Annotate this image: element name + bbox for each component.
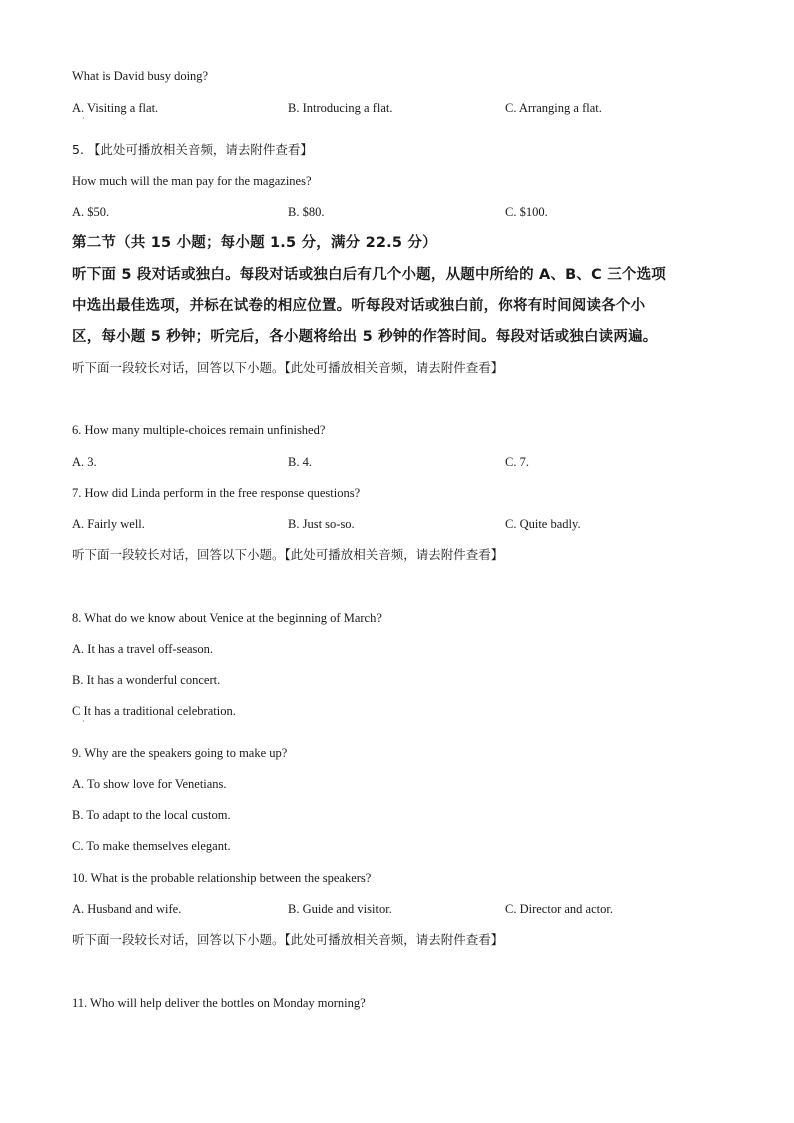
dialog-1-audio-note: 听下面一段较长对话，回答以下小题。【此处可播放相关音频，请去附件查看】 bbox=[72, 360, 504, 375]
option-dot-mark: · bbox=[82, 114, 85, 123]
question-7-option-b: B. Just so-so. bbox=[288, 517, 355, 531]
question-10-text: 10. What is the probable relationship between the speakers? bbox=[72, 871, 372, 885]
dialog-2-audio-note: 听下面一段较长对话，回答以下小题。【此处可播放相关音频，请去附件查看】 bbox=[72, 547, 504, 562]
question-4-option-b: B. Introducing a flat. bbox=[288, 101, 393, 115]
question-4-text: What is David busy doing? bbox=[72, 69, 209, 83]
question-5-text: How much will the man pay for the magazines? bbox=[72, 174, 312, 188]
question-9-option-c: C. To make themselves elegant. bbox=[72, 839, 231, 853]
question-4-option-c: C. Arranging a flat. bbox=[505, 101, 602, 115]
question-7-option-a: A. Fairly well. bbox=[72, 517, 145, 531]
question-6-option-a: A. 3. bbox=[72, 455, 97, 469]
option-dot-mark: · bbox=[82, 717, 85, 726]
question-6-option-c: C. 7. bbox=[505, 455, 529, 469]
question-5-option-b: B. $80. bbox=[288, 205, 325, 219]
question-10-option-c: C. Director and actor. bbox=[505, 902, 613, 916]
question-8-text: 8. What do we know about Venice at the beginning of March? bbox=[72, 611, 382, 625]
section-2-instruction-line-2: 中选出最佳选项，并标在试卷的相应位置。听每段对话或独白前，你将有时间阅读各个小 bbox=[72, 298, 646, 314]
question-5-audio-note: 5. 【此处可播放相关音频，请去附件查看】 bbox=[72, 142, 313, 157]
question-6-option-b: B. 4. bbox=[288, 455, 312, 469]
question-4-option-a: A. Visiting a flat. bbox=[72, 101, 159, 115]
question-8-option-b: B. It has a wonderful concert. bbox=[72, 673, 221, 687]
question-10-option-a: A. Husband and wife. bbox=[72, 902, 182, 916]
question-5-option-c: C. $100. bbox=[505, 205, 548, 219]
section-2-instruction-line-1: 听下面 5 段对话或独白。每段对话或独白后有几个小题，从题中所给的 A、B、C 三个选项 bbox=[72, 267, 666, 283]
question-5-option-a: A. $50. bbox=[72, 205, 110, 219]
question-7-option-c: C. Quite badly. bbox=[505, 517, 581, 531]
section-2-instruction-line-3: 区，每小题 5 秒钟；听完后，各小题将给出 5 秒钟的作答时间。每段对话或独白读两遍。 bbox=[72, 329, 658, 345]
dialog-3-audio-note: 听下面一段较长对话，回答以下小题。【此处可播放相关音频，请去附件查看】 bbox=[72, 932, 504, 947]
question-8-option-a: A. It has a travel off-season. bbox=[72, 642, 214, 656]
question-9-text: 9. Why are the speakers going to make up? bbox=[72, 746, 288, 760]
question-9-option-a: A. To show love for Venetians. bbox=[72, 777, 227, 791]
question-9-option-b: B. To adapt to the local custom. bbox=[72, 808, 231, 822]
question-11-text: 11. Who will help deliver the bottles on Monday morning? bbox=[72, 996, 366, 1010]
section-2-heading: 第二节（共 15 小题；每小题 1.5 分，满分 22.5 分） bbox=[72, 235, 437, 251]
question-8-option-c: C It has a traditional celebration. bbox=[72, 704, 236, 718]
question-6-text: 6. How many multiple-choices remain unfinished? bbox=[72, 423, 326, 437]
question-10-option-b: B. Guide and visitor. bbox=[288, 902, 392, 916]
question-7-text: 7. How did Linda perform in the free response questions? bbox=[72, 486, 361, 500]
